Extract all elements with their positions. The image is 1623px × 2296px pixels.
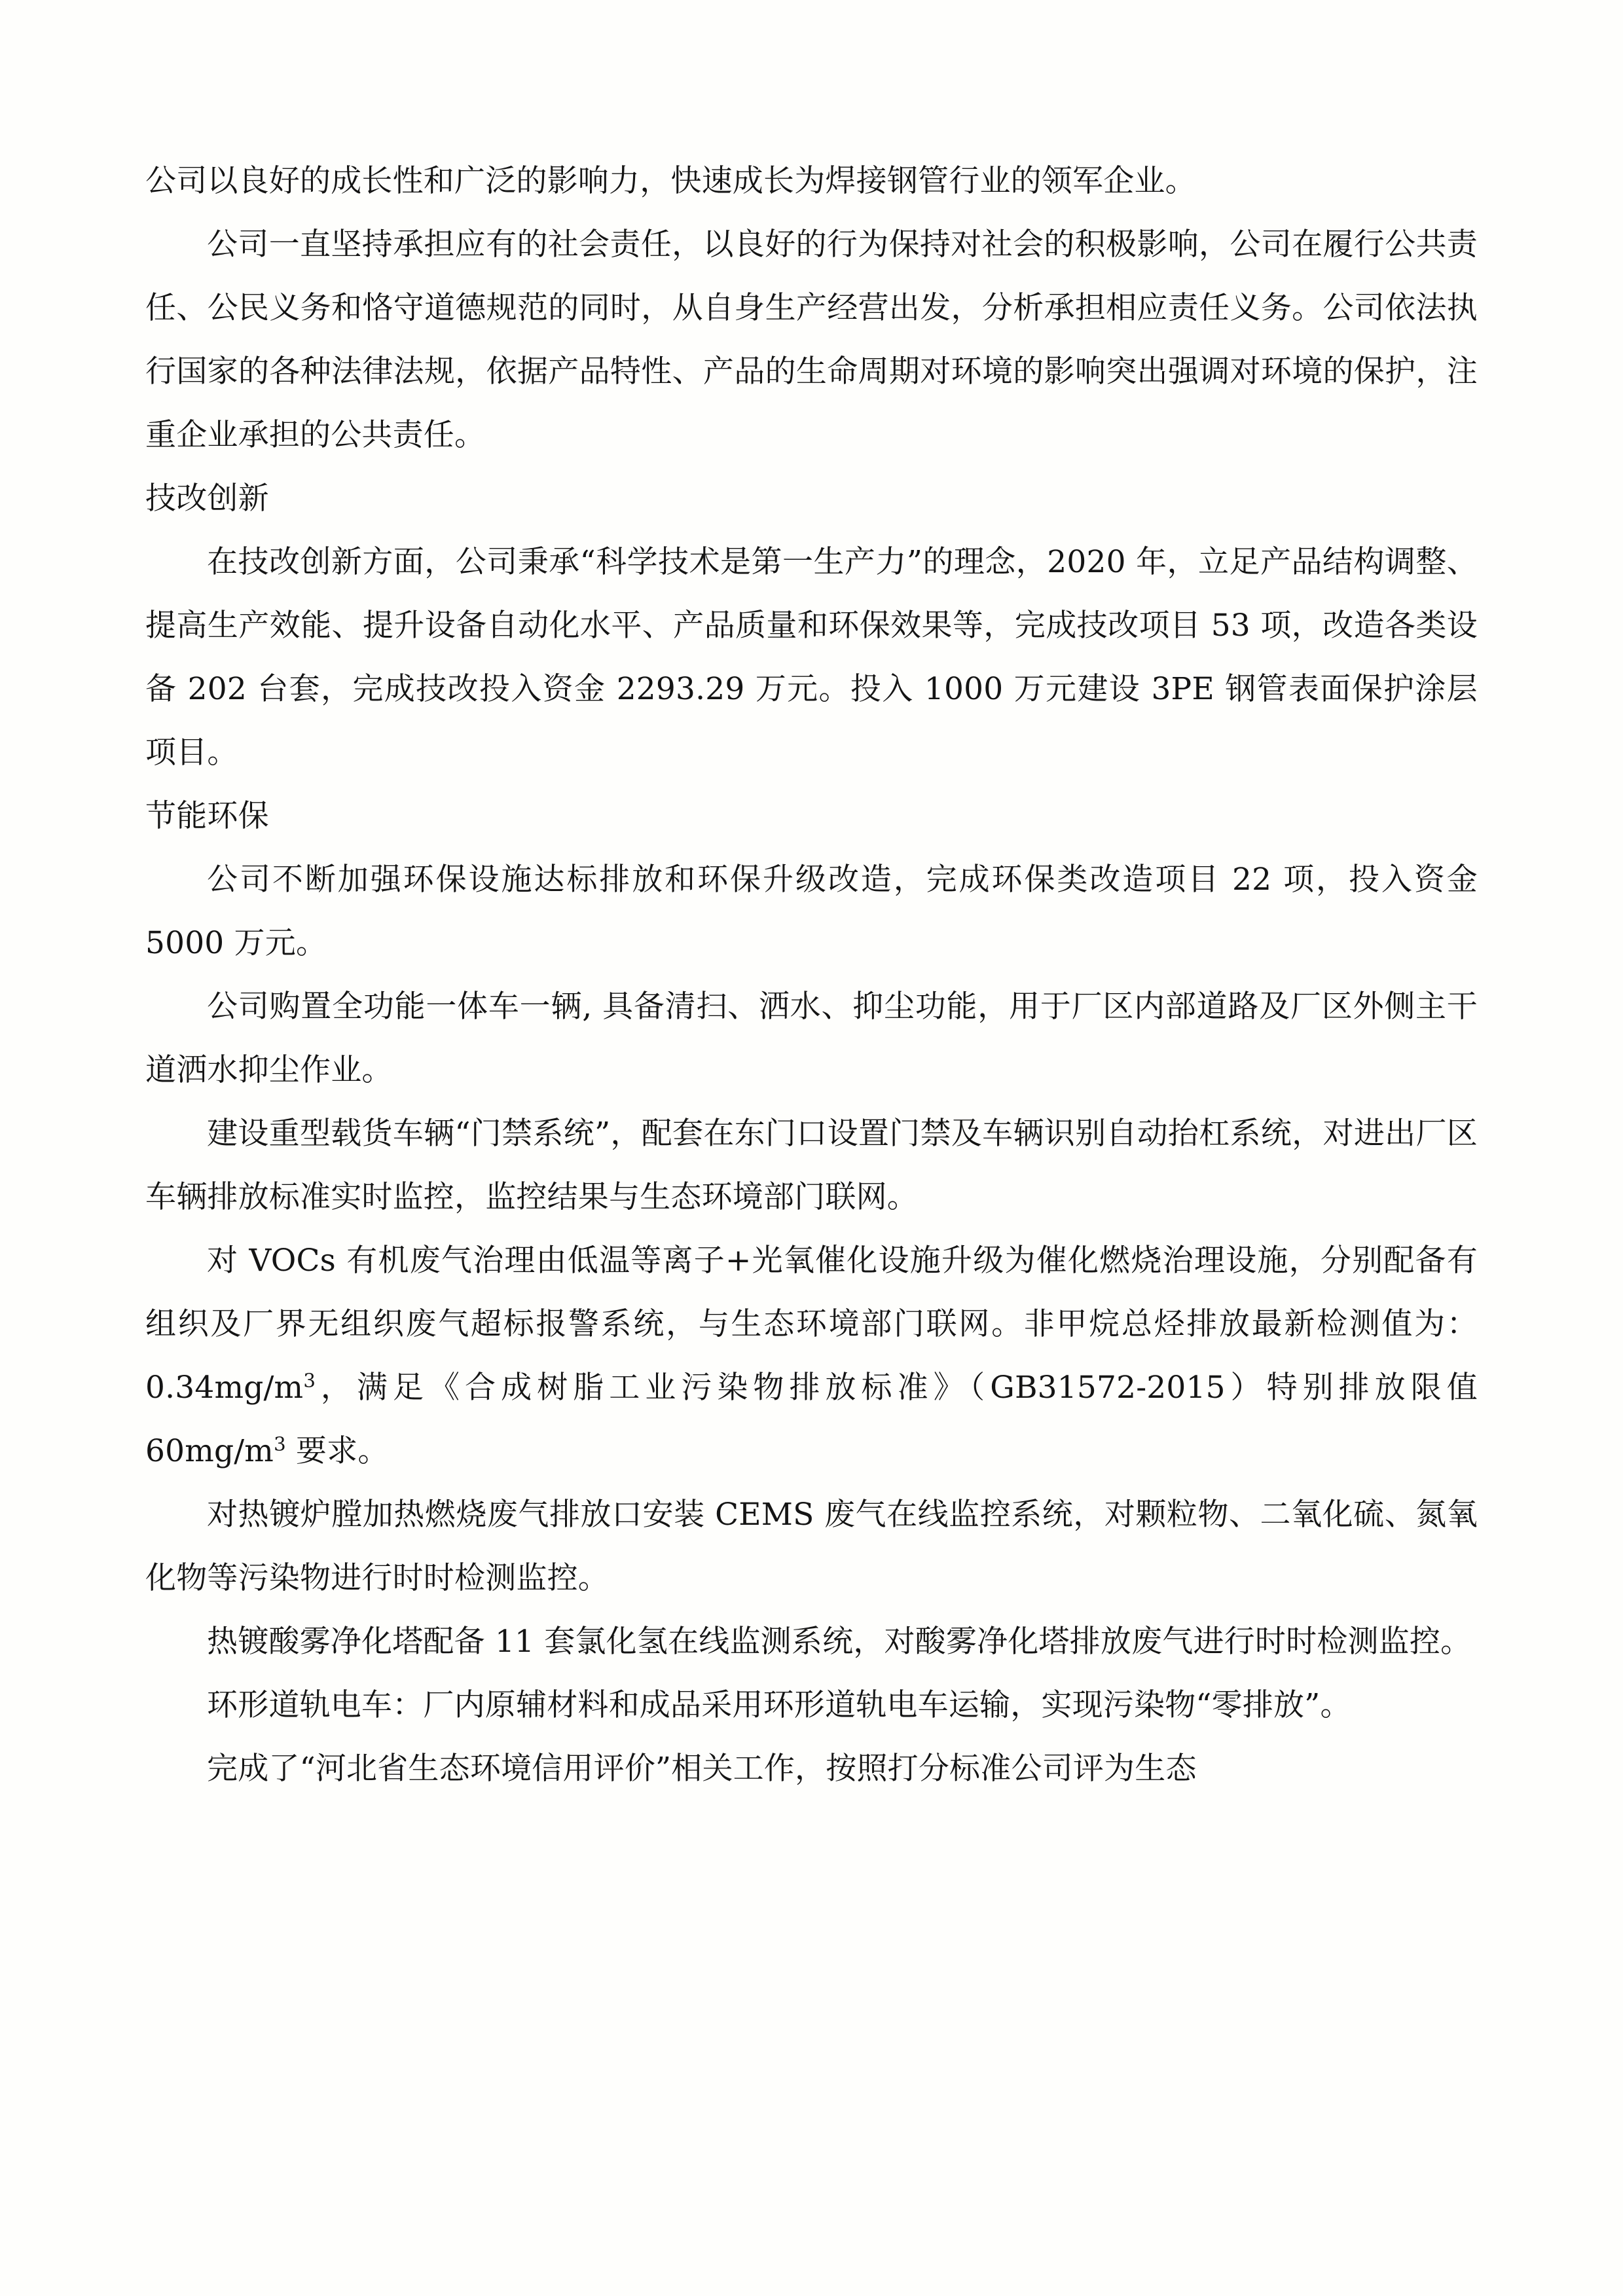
paragraph-tech-innovation: 在技改创新方面，公司秉承“科学技术是第一生产力”的理念，2020 年，立足产品结构调整、提高生产效能、提升设备自动化水平、产品质量和环保效果等，完成技改项目 53 项，改造各类设备 202 台套，完成技改投入资金 2293.29 万元。投入 1000 万元建设 3PE 钢管表面保护涂层项目。 xyxy=(145,544,1478,771)
paragraph-acid-mist-tower: 热镀酸雾净化塔配备 11 套氯化氢在线监测系统，对酸雾净化塔排放废气进行时时检测监控。 xyxy=(207,1624,1472,1660)
vocs-superscript-1: 3 xyxy=(303,1369,316,1392)
paragraph-ring-rail-tram: 环形道轨电车：厂内原辅材料和成品采用环形道轨电车运输，实现污染物“零排放”。 xyxy=(207,1687,1351,1723)
heading-tech-innovation: 技改创新 xyxy=(145,481,269,517)
document-body xyxy=(145,149,1478,1800)
heading-energy-environment: 节能环保 xyxy=(145,798,269,834)
vocs-text-part-1: 对 VOCs 有机废气治理由低温等离子+光氧催化设施升级为催化燃烧治理设施，分别配备有组织及厂界无组织废气超标报警系统，与生态环境部门联网。非甲烷总烃排放最新检测值为：0.34mg/m xyxy=(145,1243,1478,1406)
vocs-superscript-2: 3 xyxy=(274,1432,286,1455)
paragraph-social-responsibility: 公司一直坚持承担应有的社会责任，以良好的行为保持对社会的积极影响，公司在履行公共责任、公民义务和恪守道德规范的同时，从自身生产经营出发，分析承担相应责任义务。公司依法执行国家的各种法律法规，依据产品特性、产品的生命周期对环境的影响突出强调对环境的保护，注重企业承担的公共责任。 xyxy=(145,227,1478,453)
paragraph-gate-system: 建设重型载货车辆“门禁系统”，配套在东门口设置门禁及车辆识别自动抬杠系统，对进出厂区车辆排放标准实时监控，监控结果与生态环境部门联网。 xyxy=(145,1116,1478,1215)
paragraph-continued: 公司以良好的成长性和广泛的影响力，快速成长为焊接钢管行业的领军企业。 xyxy=(145,163,1196,199)
paragraph-multifunction-vehicle: 公司购置全功能一体车一辆, 具备清扫、洒水、抑尘功能，用于厂区内部道路及厂区外侧主干道洒水抑尘作业。 xyxy=(145,989,1478,1088)
paragraph-vocs-treatment xyxy=(145,1229,1478,1483)
vocs-text-part-2: ，满足《合成树脂工业污染物排放标准》（GB31572-2015）特别排放限值 60mg/m xyxy=(145,1370,1478,1469)
vocs-text-part-3: 要求。 xyxy=(285,1433,389,1469)
paragraph-credit-rating: 完成了“河北省生态环境信用评价”相关工作，按照打分标准公司评为生态 xyxy=(207,1751,1197,1787)
paragraph-cems-monitoring: 对热镀炉膛加热燃烧废气排放口安装 CEMS 废气在线监控系统，对颗粒物、二氧化硫、氮氧化物等污染物进行时时检测监控。 xyxy=(145,1497,1478,1596)
paragraph-environment-upgrade: 公司不断加强环保设施达标排放和环保升级改造，完成环保类改造项目 22 项，投入资金 5000 万元。 xyxy=(145,862,1478,961)
